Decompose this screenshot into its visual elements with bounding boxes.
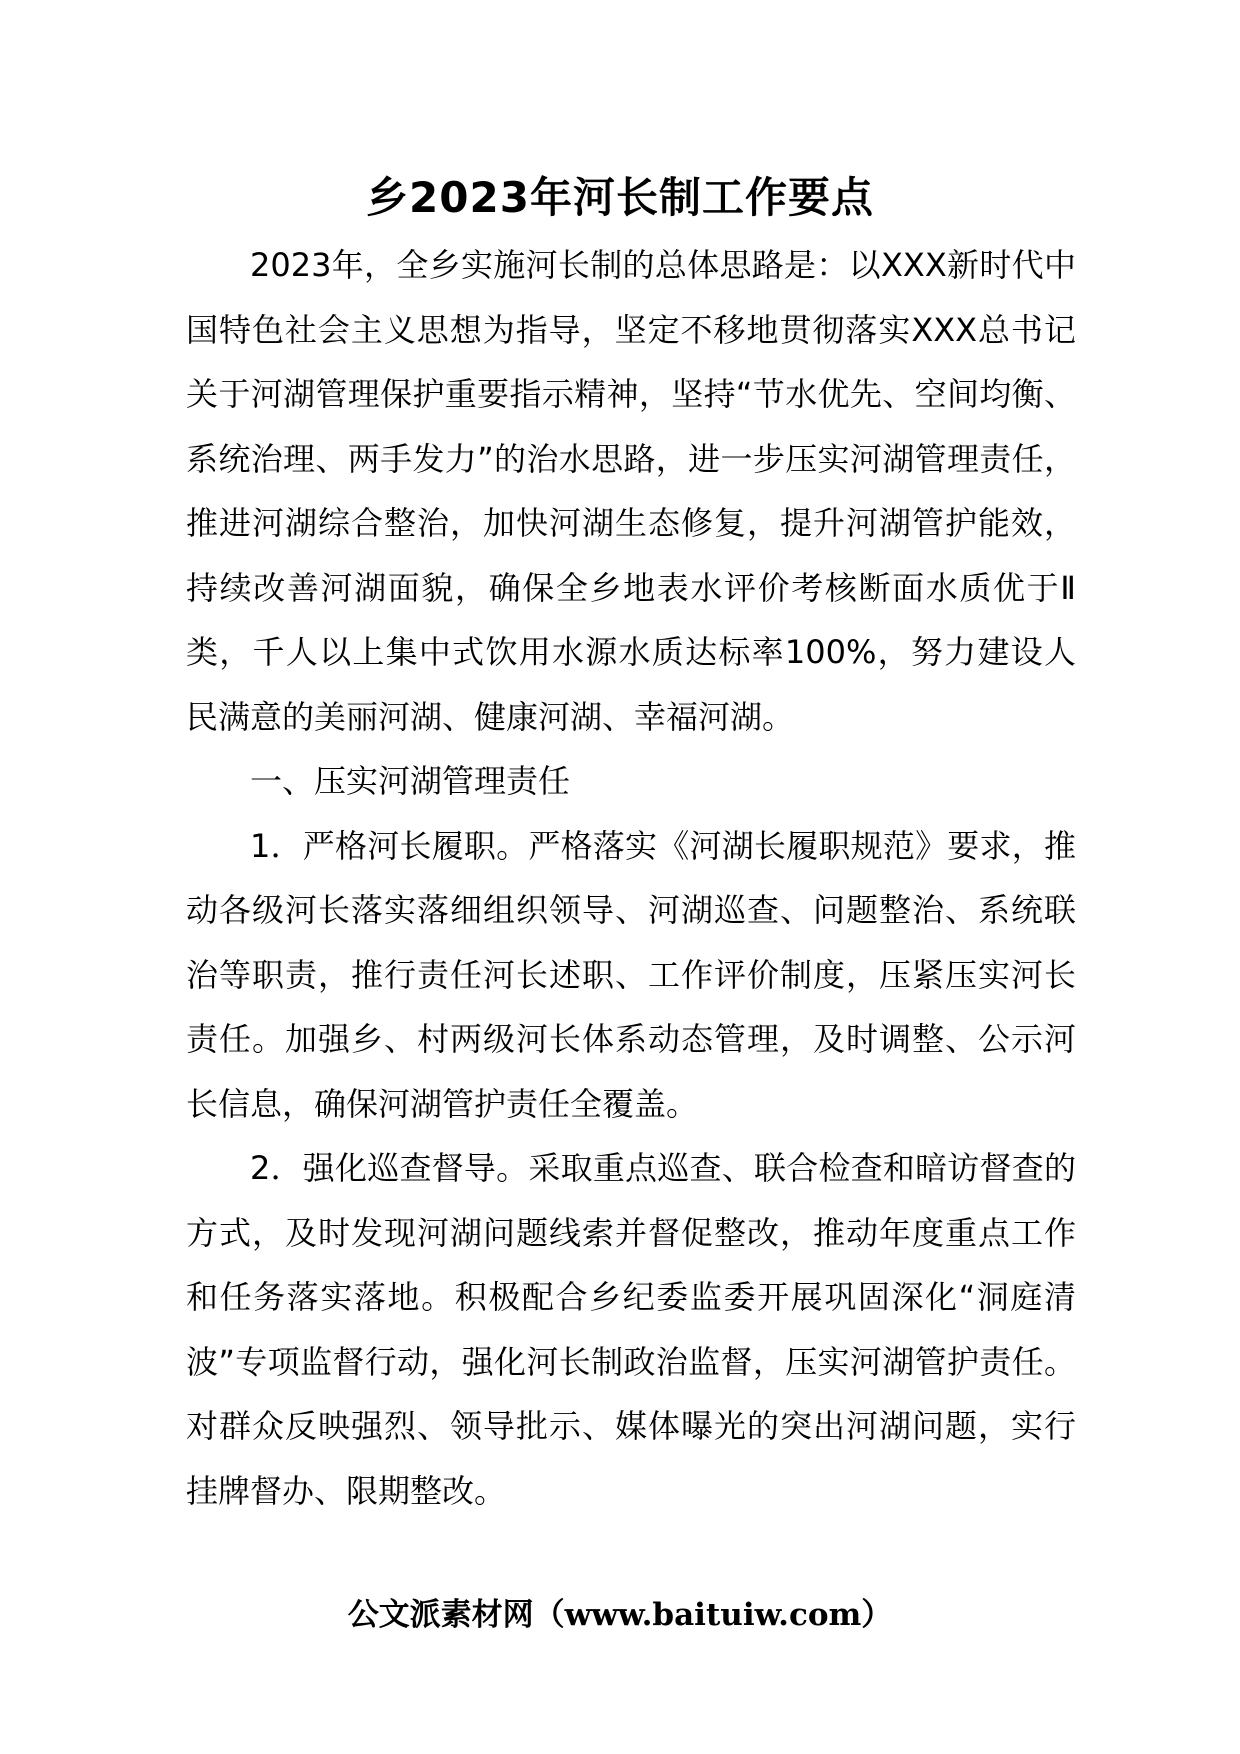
paragraph-item-1: 1．严格河长履职。严格落实《河湖长履职规范》要求，推动各级河长落实落细组织领导、河湖巡查、问题整治、系统联治等职责，推行责任河长述职、工作评价制度，压紧压实河长责任。加强乡、村两级河长体系动态管理，及时调整、公示河长信息，确保河湖管护责任全覆盖。 bbox=[186, 826, 1076, 1123]
footer-watermark: 公文派素材网（www.baituiw.com） bbox=[347, 1597, 893, 1633]
document-title: 乡2023年河长制工作要点 bbox=[366, 173, 874, 222]
paragraph-item-2: 2．强化巡查督导。采取重点巡查、联合检查和暗访督查的方式，及时发现河湖问题线索并督促整改，推动年度重点工作和任务落实落地。积极配合乡纪委监委开展巩固深化“洞庭清波”专项监督行动，强化河长制政治监督，压实河湖管护责任。对群众反映强烈、领导批示、媒体曝光的突出河湖问题，实行挂牌督办、限期整改。 bbox=[186, 1149, 1076, 1510]
section-heading-1: 一、压实河湖管理责任 bbox=[250, 762, 571, 800]
paragraph-overview: 2023年，全乡实施河长制的总体思路是：以XXX新时代中国特色社会主义思想为指导，坚定不移地贯彻落实XXX总书记关于河湖管理保护重要指示精神，坚持“节水优先、空间均衡、系统治理、两手发力”的治水思路，进一步压实河湖管理责任，推进河湖综合整治，加快河湖生态修复，提升河湖管护能效，持续改善河湖面貌，确保全乡地表水评价考核断面水质优于Ⅱ类，千人以上集中式饮用水源水质达标率100%，努力建设人民满意的美丽河湖、健康河湖、幸福河湖。 bbox=[186, 246, 1076, 736]
document-body bbox=[186, 233, 1076, 1523]
